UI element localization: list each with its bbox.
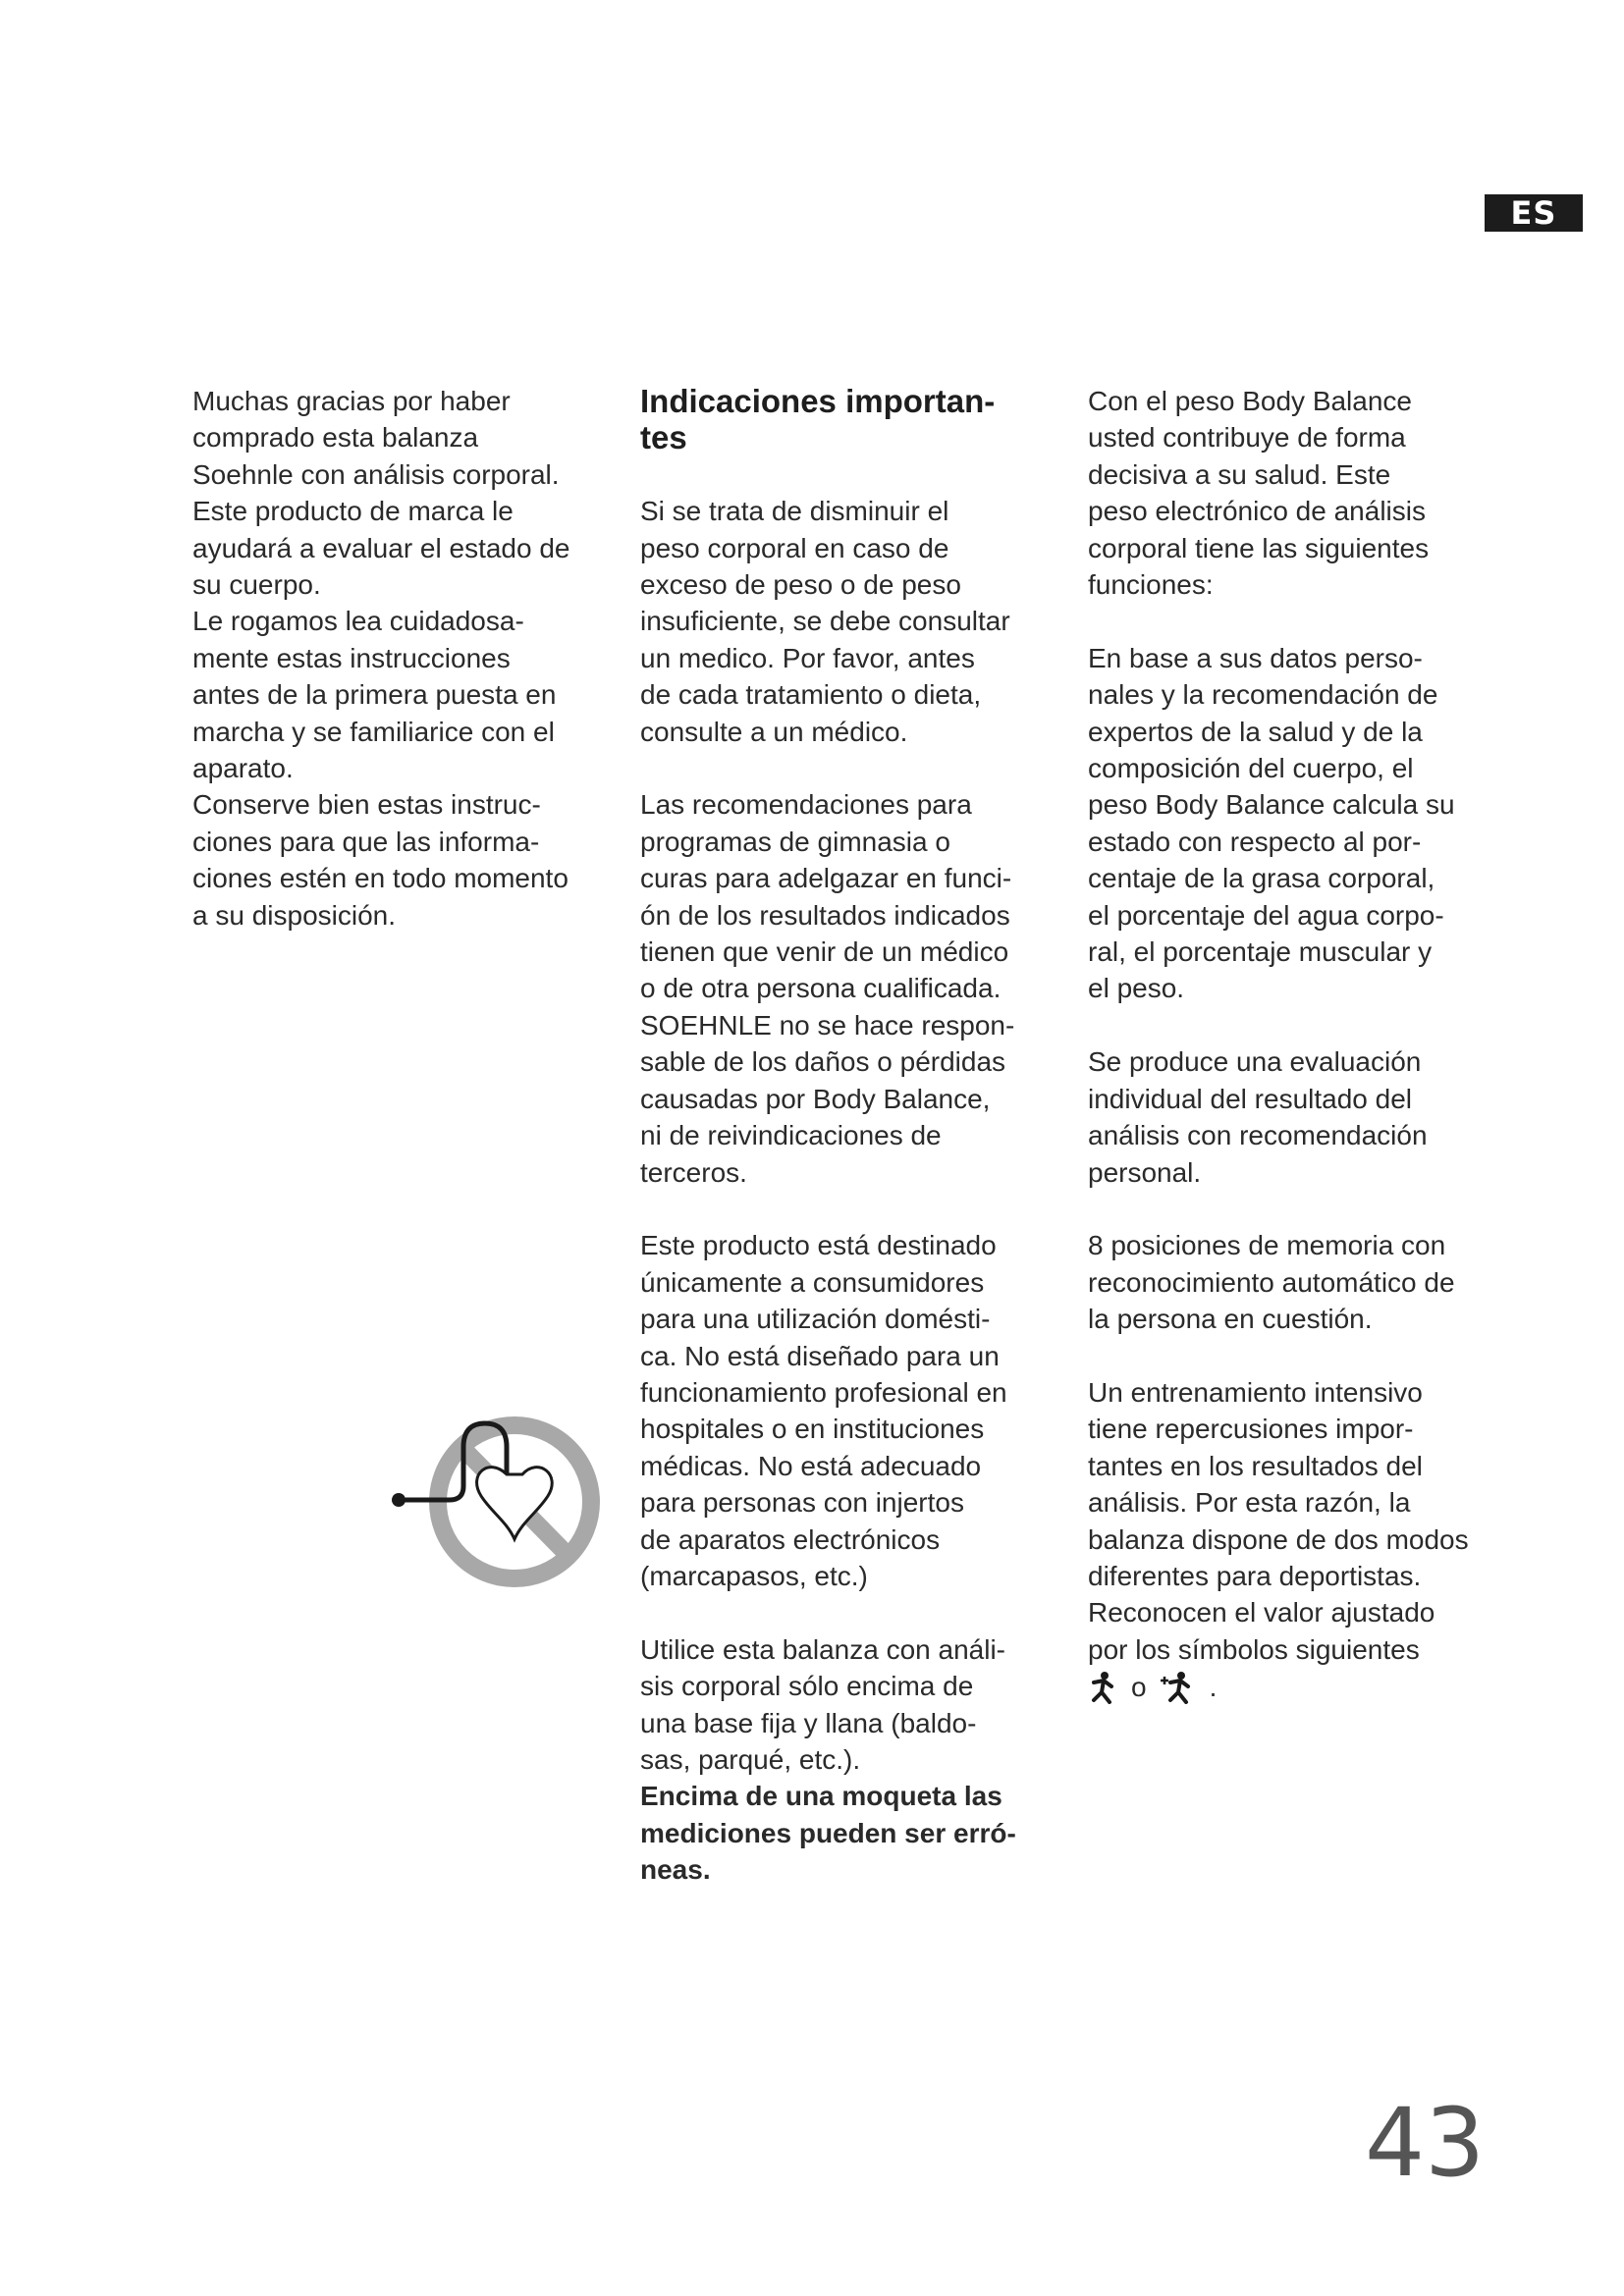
contribution-paragraph: Con el peso Body Balance usted contribuye de forma decisiva a su salud. Este peso electrónico de análisis corporal tiene las siguientes funciones: xyxy=(1088,386,1430,601)
consult-doctor-paragraph: Si se trata de disminuir el peso corporal en caso de exceso de peso o de peso insuficiente, se debe consultar un medico. Por favor, antes de cada tratamiento o dieta, consulte a un médico. xyxy=(640,496,1010,747)
recommendations-paragraph: Las recomendaciones para programas de gimnasia o curas para adelgazar en funci- ón de los resultados indicados tienen que venir de un médico o de otra persona cualificada. SOEHNLE no se hace respon- sable de los daños o pérdidas causadas por Body Balance, ni de reivindicaciones de terceros. xyxy=(640,789,1015,1188)
language-tab: ES xyxy=(1485,194,1583,232)
middle-column xyxy=(640,383,1062,1925)
intended-use-paragraph: Este producto está destinado únicamente a consumidores para una utilización domésti- ca. No está diseñado para un funcionamiento profesional en hospitales o en instituciones médicas. No está adecuado para personas con injertos de aparatos electrónicos (marcapasos, etc.) xyxy=(640,1230,1007,1591)
athlete-plus-icon xyxy=(1161,1671,1196,1704)
athlete-symbols xyxy=(1088,1668,1510,1707)
symbol-connector: o xyxy=(1131,1672,1147,1703)
calculation-paragraph: En base a sus datos perso- nales y la recomendación de expertos de la salud y de la composición del cuerpo, el peso Body Balance calcula su estado con respecto al por- centaje de la grasa corporal, el porcentaje del agua corpo- ral, el porcentaje muscular y el peso. xyxy=(1088,642,1455,1004)
reading-advice-paragraph: Le rogamos lea cuidadosa- mente estas instrucciones antes de la primera puesta en marcha y se familiarice con el aparato. xyxy=(192,606,557,784)
left-column xyxy=(192,383,605,970)
intro-paragraph: Muchas gracias por haber comprado esta balanza Soehnle con análisis corporal. Este producto de marca le ayudará a evaluar el estado de su cuerpo. xyxy=(192,386,570,601)
keep-instructions-paragraph: Conserve bien estas instruc- ciones para que las informa- ciones estén en todo momento a su disposición. xyxy=(192,789,568,931)
athlete-mode-paragraph: Un entrenamiento intensivo tiene repercusiones impor- tantes en los resultados del análisis. Por esta razón, la balanza dispone de dos modos diferentes para deportistas. Reconocen el valor ajustado por los símbolos siguientes xyxy=(1088,1376,1469,1665)
symbol-end: . xyxy=(1209,1672,1218,1703)
carpet-warning: Encima de una moqueta las mediciones pueden ser erró- neas. xyxy=(640,1781,1016,1886)
right-column xyxy=(1088,383,1510,1707)
no-pacemaker-icon xyxy=(391,1414,603,1590)
section-heading: Indicaciones importan- tes xyxy=(640,383,996,456)
memory-paragraph: 8 posiciones de memoria con reconocimiento automático de la persona en cuestión. xyxy=(1088,1230,1455,1335)
surface-paragraph: Utilice esta balanza con análi- sis corporal sólo encima de una base fija y llana (baldo- sas, parqué, etc.). xyxy=(640,1633,1005,1775)
page-number: 43 xyxy=(1365,2088,1486,2198)
evaluation-paragraph: Se produce una evaluación individual del resultado del análisis con recomendación personal. xyxy=(1088,1046,1428,1188)
athlete-icon xyxy=(1088,1671,1117,1704)
